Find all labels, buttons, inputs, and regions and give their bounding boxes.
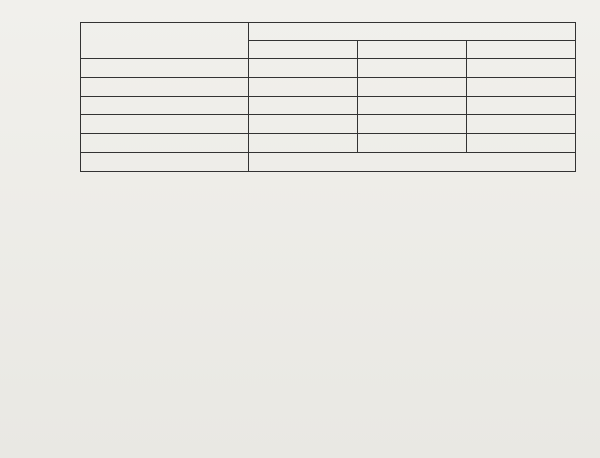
table-cell: [81, 96, 249, 115]
table-cell: [81, 59, 249, 78]
tax-rate-table: [80, 22, 576, 172]
table-cell: [358, 59, 467, 78]
table-cell: [81, 134, 249, 153]
table-cell: [249, 134, 358, 153]
table-header-excess: [249, 41, 358, 59]
table-cell: [358, 134, 467, 153]
table-header-from: [467, 41, 576, 59]
table-cell: [358, 77, 467, 96]
table-row: [81, 96, 576, 115]
table-cell: [467, 134, 576, 153]
table-cell: [81, 115, 249, 134]
table-cell: [249, 115, 358, 134]
table-last-row-text: [249, 153, 576, 172]
table-row: [81, 115, 576, 134]
table-cell: [249, 77, 358, 96]
table-row: [81, 59, 576, 78]
table-cell: [358, 96, 467, 115]
table-cell: [249, 59, 358, 78]
table-row: [81, 134, 576, 153]
table-cell: [467, 96, 576, 115]
table-cell: [467, 77, 576, 96]
table-cell: [81, 77, 249, 96]
table-header-row: [81, 23, 576, 41]
table-last-row-rate: [81, 153, 249, 172]
table-cell: [467, 115, 576, 134]
table-group-header: [249, 23, 576, 41]
table-cell: [249, 96, 358, 115]
table-cell: [467, 59, 576, 78]
paragraph-1: [10, 176, 590, 272]
table-header-tax-rate: [81, 23, 249, 59]
paragraph-3: [10, 418, 590, 454]
table-header-to: [358, 41, 467, 59]
paragraph-2: [10, 274, 590, 414]
table-row: [81, 77, 576, 96]
table-last-row: [81, 153, 576, 172]
table-cell: [358, 115, 467, 134]
